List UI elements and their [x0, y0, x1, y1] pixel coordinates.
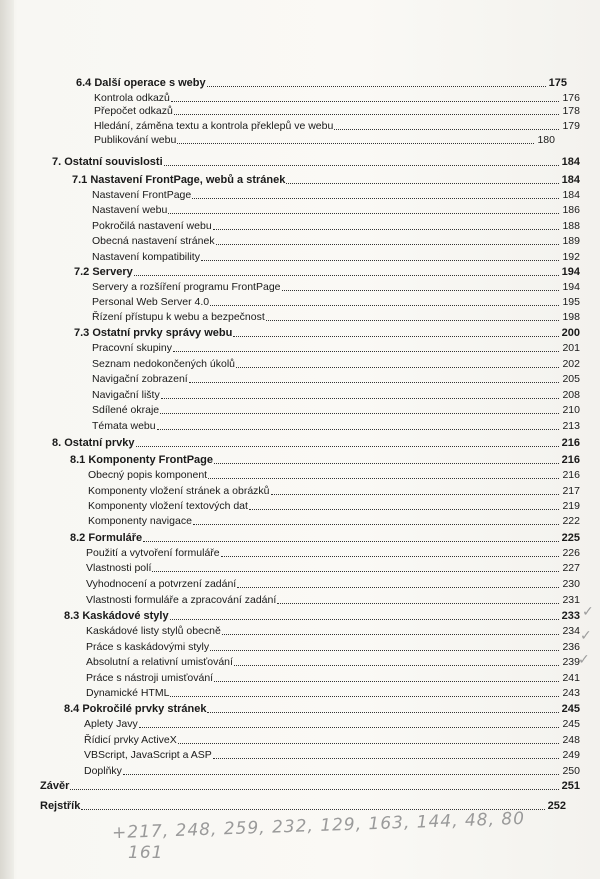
toc-dot-leader	[160, 413, 559, 414]
toc-dot-leader	[134, 275, 559, 276]
toc-dot-leader	[214, 463, 559, 464]
toc-entry-page-number: 239	[562, 656, 580, 668]
toc-entry-page-number: 222	[562, 515, 580, 527]
toc-dot-leader	[249, 509, 559, 510]
toc-entry	[76, 77, 567, 89]
toc-entry	[84, 734, 580, 746]
toc-entry	[86, 641, 580, 653]
toc-entry-title: 7. Ostatní souvislosti	[52, 156, 163, 168]
toc-entry-title: Témata webu	[92, 420, 156, 432]
toc-entry-page-number: 236	[562, 641, 580, 653]
toc-entry-page-number: 248	[562, 734, 580, 746]
toc-entry	[88, 515, 580, 527]
toc-entry	[86, 594, 580, 606]
toc-entry-page-number: 208	[562, 389, 580, 401]
toc-entry-title: Servery a rozšíření programu FrontPage	[92, 281, 281, 293]
toc-entry-page-number: 245	[562, 718, 580, 730]
toc-entry-title: Komponenty vložení stránek a obrázků	[88, 485, 270, 497]
toc-entry	[84, 749, 580, 761]
toc-entry-page-number: 226	[562, 547, 580, 559]
toc-entry-page-number: 205	[562, 373, 580, 385]
toc-dot-leader	[173, 351, 559, 352]
toc-entry	[74, 327, 580, 339]
toc-entry-page-number: 186	[562, 204, 580, 216]
toc-entry	[52, 437, 580, 449]
toc-entry	[92, 373, 580, 385]
toc-entry	[86, 547, 580, 559]
toc-entry	[92, 358, 580, 370]
toc-entry-title: Nastavení kompatibility	[92, 251, 200, 263]
toc-entry-title: Pokročilá nastavení webu	[92, 220, 212, 232]
toc-entry-page-number: 241	[562, 672, 580, 684]
toc-entry-page-number: 233	[561, 610, 580, 622]
handwritten-page-notes: +217, 248, 259, 232, 129, 163, 144, 48, 80	[111, 808, 526, 844]
toc-entry-title: Hledání, záměna textu a kontrola překlepů ve webu	[94, 120, 334, 132]
toc-entry-page-number: 184	[562, 189, 580, 201]
toc-dot-leader	[177, 143, 534, 144]
toc-entry-title: Aplety Javy	[84, 718, 138, 730]
toc-entry	[72, 174, 580, 186]
toc-entry	[94, 92, 580, 104]
toc-entry	[94, 120, 580, 132]
toc-entry	[64, 703, 580, 715]
toc-entry-title: Použití a vytvoření formuláře	[86, 547, 220, 559]
toc-dot-leader	[123, 774, 559, 775]
toc-entry-page-number: 175	[548, 77, 567, 89]
toc-entry-page-number: 216	[562, 469, 580, 481]
toc-dot-leader	[178, 743, 559, 744]
toc-entry-page-number: 200	[561, 327, 580, 339]
toc-entry	[92, 342, 580, 354]
toc-entry-title: 7.3 Ostatní prvky správy webu	[74, 327, 233, 339]
toc-dot-leader	[237, 587, 559, 588]
toc-entry-page-number: 216	[561, 437, 580, 449]
toc-dot-leader	[216, 244, 559, 245]
toc-dot-leader	[207, 86, 546, 87]
toc-entry-page-number: 188	[562, 220, 580, 232]
toc-dot-leader	[213, 229, 559, 230]
toc-entry	[64, 610, 580, 622]
toc-dot-leader	[157, 429, 559, 430]
toc-entry-title: Rejstřík	[40, 800, 81, 812]
toc-entry-page-number: 192	[562, 251, 580, 263]
toc-entry-page-number: 202	[562, 358, 580, 370]
toc-entry-page-number: 189	[562, 235, 580, 247]
toc-dot-leader	[164, 165, 559, 166]
toc-entry-page-number: 176	[562, 92, 580, 104]
toc-dot-leader	[208, 478, 559, 479]
toc-entry-title: Vlastnosti polí	[86, 562, 152, 574]
toc-entry-page-number: 198	[562, 311, 580, 323]
toc-dot-leader	[277, 603, 559, 604]
toc-entry-title: Pracovní skupiny	[92, 342, 172, 354]
toc-entry-page-number: 219	[562, 500, 580, 512]
toc-entry	[40, 780, 580, 792]
toc-entry-title: Sdílené okraje	[92, 404, 160, 416]
toc-entry	[70, 454, 580, 466]
toc-dot-leader	[70, 789, 559, 790]
toc-dot-leader	[193, 524, 559, 525]
pencil-checkmark: ✓	[578, 652, 590, 668]
toc-entry-title: Obecný popis komponent	[88, 469, 208, 481]
toc-dot-leader	[214, 681, 559, 682]
toc-entry	[86, 672, 580, 684]
toc-dot-leader	[201, 260, 559, 261]
toc-dot-leader	[174, 114, 559, 115]
toc-entry-page-number: 195	[562, 296, 580, 308]
toc-dot-leader	[221, 556, 559, 557]
handwritten-page-note-second-line: 161	[128, 843, 164, 863]
toc-dot-leader	[170, 696, 559, 697]
toc-entry	[92, 204, 580, 216]
toc-entry-page-number: 184	[561, 174, 580, 186]
toc-entry-page-number: 217	[562, 485, 580, 497]
toc-entry-page-number: 213	[562, 420, 580, 432]
toc-entry	[94, 134, 555, 146]
toc-dot-leader	[192, 198, 559, 199]
toc-dot-leader	[282, 290, 560, 291]
toc-entry	[92, 189, 580, 201]
toc-entry-title: 7.1 Nastavení FrontPage, webů a stránek	[72, 174, 286, 186]
toc-entry-title: Nastavení webu	[92, 204, 168, 216]
page-binding-edge	[0, 0, 14, 879]
toc-entry-title: 8.4 Pokročilé prvky stránek	[64, 703, 207, 715]
toc-dot-leader	[189, 382, 559, 383]
toc-dot-leader	[234, 665, 559, 666]
toc-dot-leader	[207, 712, 559, 713]
toc-entry-title: Kontrola odkazů	[94, 92, 170, 104]
toc-dot-leader	[136, 446, 559, 447]
toc-dot-leader	[143, 541, 559, 542]
toc-entry-page-number: 184	[561, 156, 580, 168]
toc-entry	[70, 532, 580, 544]
toc-dot-leader	[334, 129, 559, 130]
toc-entry	[92, 296, 580, 308]
toc-dot-leader	[266, 320, 559, 321]
toc-entry-page-number: 180	[537, 134, 555, 146]
toc-entry-title: 8.1 Komponenty FrontPage	[70, 454, 214, 466]
toc-dot-leader	[168, 213, 559, 214]
toc-dot-leader	[213, 758, 559, 759]
toc-entry	[92, 235, 580, 247]
toc-entry-title: Vlastnosti formuláře a zpracování zadání	[86, 594, 277, 606]
toc-entry-title: Řízení přístupu k webu a bezpečnost	[92, 311, 265, 323]
toc-entry-page-number: 250	[562, 765, 580, 777]
toc-entry-page-number: 243	[562, 687, 580, 699]
toc-entry-page-number: 251	[561, 780, 580, 792]
toc-entry-title: 8.2 Formuláře	[70, 532, 143, 544]
toc-dot-leader	[152, 571, 559, 572]
toc-entry-title: Absolutní a relativní umisťování	[86, 656, 233, 668]
toc-entry	[84, 718, 580, 730]
toc-dot-leader	[286, 183, 559, 184]
toc-entry	[52, 156, 580, 168]
toc-dot-leader	[233, 336, 559, 337]
toc-entry	[86, 625, 580, 637]
toc-entry	[92, 251, 580, 263]
toc-entry-page-number: 230	[562, 578, 580, 590]
toc-entry	[86, 656, 580, 668]
toc-entry	[86, 687, 580, 699]
toc-entry-title: Seznam nedokončených úkolů	[92, 358, 236, 370]
toc-entry-title: Doplňky	[84, 765, 122, 777]
toc-entry-page-number: 231	[562, 594, 580, 606]
toc-dot-leader	[222, 634, 559, 635]
toc-entry	[92, 404, 580, 416]
toc-entry-title: Personal Web Server 4.0	[92, 296, 210, 308]
toc-entry	[88, 469, 580, 481]
toc-entry	[92, 311, 580, 323]
toc-entry-title: Dynamické HTML	[86, 687, 170, 699]
toc-entry-page-number: 179	[562, 120, 580, 132]
pencil-checkmark: ✓	[580, 628, 592, 644]
toc-dot-leader	[171, 101, 559, 102]
toc-entry	[86, 578, 580, 590]
toc-entry	[94, 105, 580, 117]
toc-entry-page-number: 216	[561, 454, 580, 466]
toc-entry-title: Řídicí prvky ActiveX	[84, 734, 177, 746]
toc-dot-leader	[210, 650, 559, 651]
toc-entry-page-number: 210	[562, 404, 580, 416]
toc-entry-page-number: 249	[562, 749, 580, 761]
toc-entry-page-number: 227	[562, 562, 580, 574]
toc-entry-title: Práce s kaskádovými styly	[86, 641, 210, 653]
toc-entry-title: Přepočet odkazů	[94, 105, 173, 117]
toc-entry-title: Navigační zobrazení	[92, 373, 188, 385]
toc-entry-title: Kaskádové listy stylů obecně	[86, 625, 221, 637]
toc-entry-title: VBScript, JavaScript a ASP	[84, 749, 212, 761]
toc-entry-title: Práce s nástroji umisťování	[86, 672, 214, 684]
toc-entry-title: Komponenty vložení textových dat	[88, 500, 248, 512]
toc-entry	[88, 485, 580, 497]
toc-dot-leader	[236, 367, 559, 368]
toc-entry-title: 8. Ostatní prvky	[52, 437, 135, 449]
toc-entry	[74, 266, 580, 278]
toc-entry-page-number: 252	[547, 800, 566, 812]
toc-entry-title: Obecná nastavení stránek	[92, 235, 215, 247]
toc-entry	[88, 500, 580, 512]
pencil-checkmark: ✓	[582, 604, 594, 620]
toc-entry-title: Navigační lišty	[92, 389, 160, 401]
toc-entry	[92, 389, 580, 401]
toc-entry-title: Vyhodnocení a potvrzení zadání	[86, 578, 237, 590]
toc-entry-page-number: 234	[562, 625, 580, 637]
toc-dot-leader	[161, 398, 559, 399]
toc-entry-page-number: 194	[561, 266, 580, 278]
toc-entry-title: Závěr	[40, 780, 70, 792]
toc-entry	[86, 562, 580, 574]
toc-entry-title: 7.2 Servery	[74, 266, 133, 278]
toc-entry-title: Nastavení FrontPage	[92, 189, 192, 201]
toc-entry-page-number: 194	[562, 281, 580, 293]
toc-entry-title: Publikování webu	[94, 134, 177, 146]
toc-dot-leader	[271, 494, 559, 495]
toc-dot-leader	[210, 305, 559, 306]
toc-dot-leader	[139, 727, 559, 728]
toc-entry	[92, 281, 580, 293]
toc-entry-title: 6.4 Další operace s weby	[76, 77, 206, 89]
toc-entry-title: Komponenty navigace	[88, 515, 192, 527]
toc-entry-page-number: 225	[561, 532, 580, 544]
toc-entry	[84, 765, 580, 777]
toc-entry-title: 8.3 Kaskádové styly	[64, 610, 169, 622]
toc-entry-page-number: 245	[561, 703, 580, 715]
toc-entry-page-number: 178	[562, 105, 580, 117]
toc-entry	[92, 220, 580, 232]
toc-entry	[92, 420, 580, 432]
toc-entry-page-number: 201	[562, 342, 580, 354]
toc-dot-leader	[170, 619, 559, 620]
